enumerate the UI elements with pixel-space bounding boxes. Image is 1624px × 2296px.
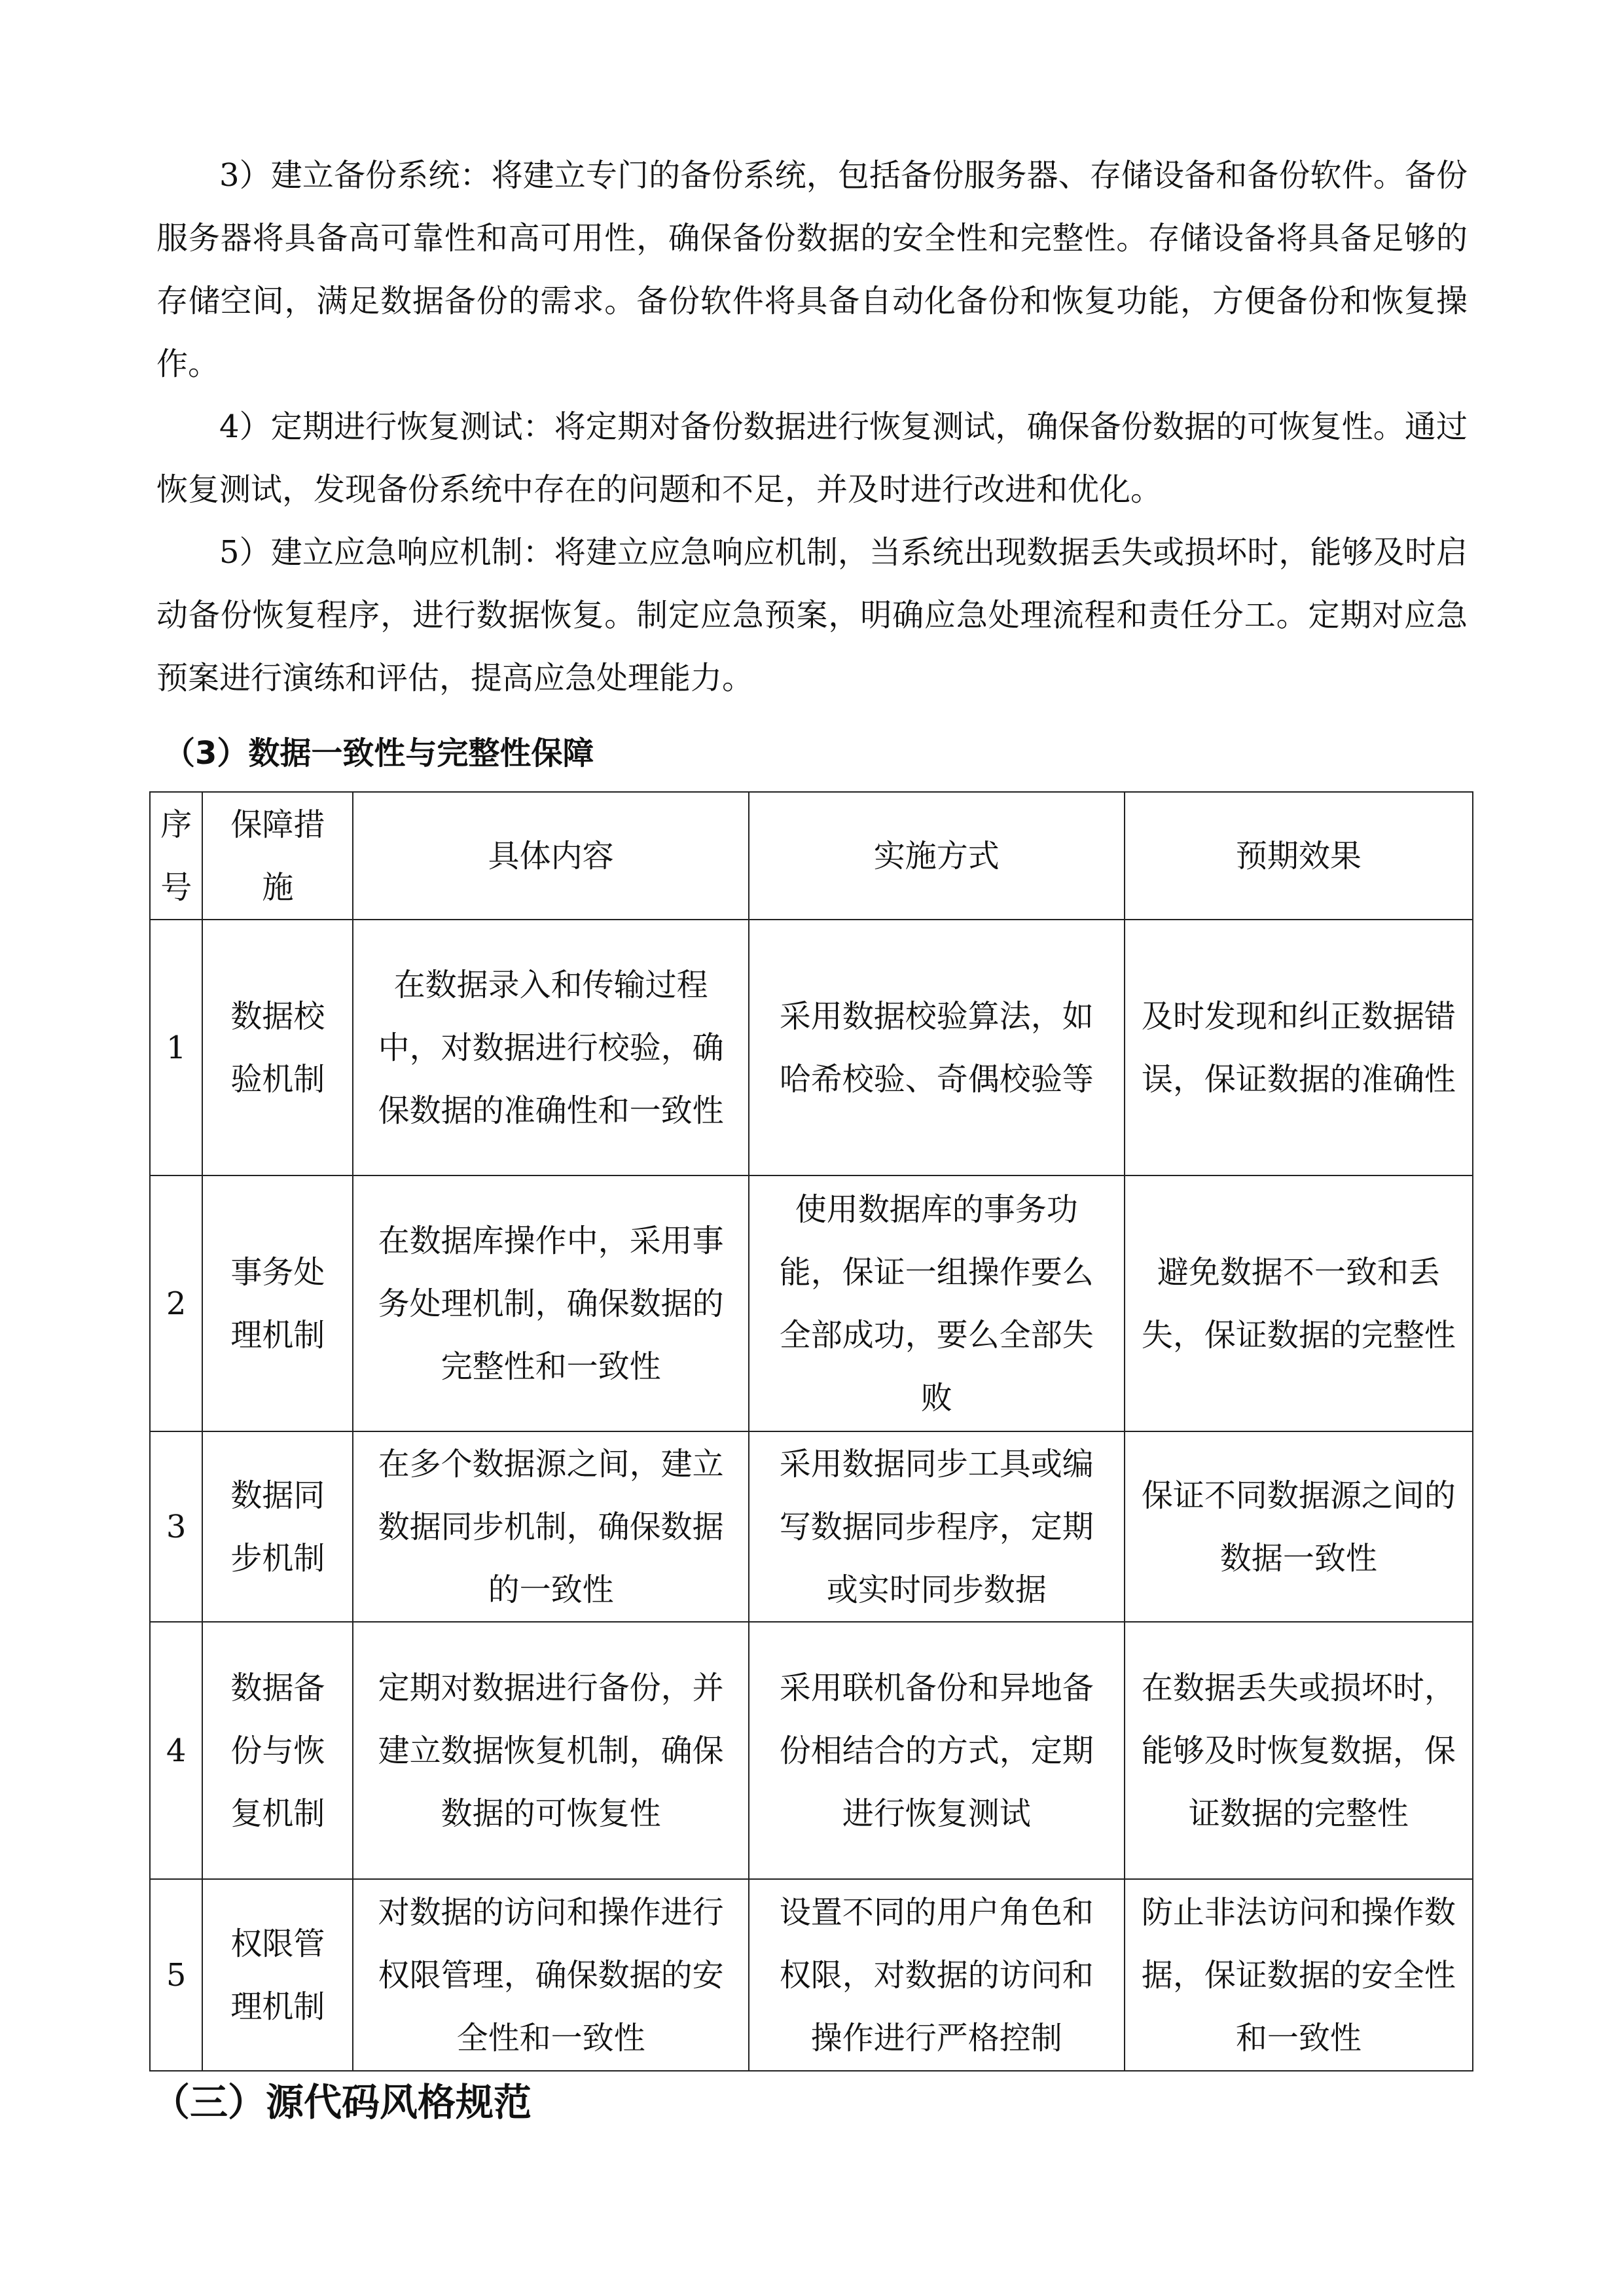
header-measure: 保障措施 (202, 792, 353, 920)
cell-index: 4 (150, 1622, 202, 1879)
cell-effect: 避免数据不一致和丢失，保证数据的完整性 (1125, 1175, 1473, 1431)
table-row (150, 1431, 1473, 1622)
cell-index: 2 (150, 1175, 202, 1431)
cell-content: 定期对数据进行备份，并建立数据恢复机制，确保数据的可恢复性 (353, 1622, 748, 1879)
cell-method: 采用数据校验算法，如哈希校验、奇偶校验等 (749, 920, 1125, 1175)
cell-measure: 数据备份与恢复机制 (202, 1622, 353, 1879)
cell-measure: 权限管理机制 (202, 1879, 353, 2071)
paragraph-emergency-response: 5）建立应急响应机制：将建立应急响应机制，当系统出现数据丢失或损坏时，能够及时启动备份恢复程序，进行数据恢复。制定应急预案，明确应急处理流程和责任分工。定期对应急预案进行演练和评估，提高应急处理能力。 (156, 534, 1468, 696)
cell-content: 在数据录入和传输过程中，对数据进行校验，确保数据的准确性和一致性 (353, 920, 748, 1175)
consistency-table (149, 791, 1473, 2072)
table-row (150, 1622, 1473, 1879)
header-content: 具体内容 (353, 792, 748, 920)
cell-measure: 事务处理机制 (202, 1175, 353, 1431)
table-row (150, 920, 1473, 1175)
cell-effect: 及时发现和纠正数据错误，保证数据的准确性 (1125, 920, 1473, 1175)
cell-method: 采用联机备份和异地备份相结合的方式，定期进行恢复测试 (749, 1622, 1125, 1879)
cell-index: 5 (150, 1879, 202, 2071)
section-heading: （3）数据一致性与完整性保障 (164, 735, 594, 772)
header-effect: 预期效果 (1125, 792, 1473, 920)
cell-effect: 在数据丢失或损坏时，能够及时恢复数据，保证数据的完整性 (1125, 1622, 1473, 1879)
cell-effect: 保证不同数据源之间的数据一致性 (1125, 1431, 1473, 1622)
cell-measure: 数据同步机制 (202, 1431, 353, 1622)
cell-method: 设置不同的用户角色和权限，对数据的访问和操作进行严格控制 (749, 1879, 1125, 2071)
cell-content: 在多个数据源之间，建立数据同步机制，确保数据的一致性 (353, 1431, 748, 1622)
paragraph-recovery-test: 4）定期进行恢复测试：将定期对备份数据进行恢复测试，确保备份数据的可恢复性。通过恢复测试，发现备份系统中存在的问题和不足，并及时进行改进和优化。 (156, 408, 1468, 508)
cell-index: 1 (150, 920, 202, 1175)
table-row (150, 1879, 1473, 2071)
cell-measure: 数据校验机制 (202, 920, 353, 1175)
cell-method: 采用数据同步工具或编写数据同步程序，定期或实时同步数据 (749, 1431, 1125, 1622)
cell-index: 3 (150, 1431, 202, 1622)
table-header-row (150, 792, 1473, 920)
paragraph-backup-system: 3）建立备份系统：将建立专门的备份系统，包括备份服务器、存储设备和备份软件。备份服务器将具备高可靠性和高可用性，确保备份数据的安全性和完整性。存储设备将具备足够的存储空间，满足数据备份的需求。备份软件将具备自动化备份和恢复功能，方便备份和恢复操作。 (156, 157, 1468, 382)
header-method: 实施方式 (749, 792, 1125, 920)
header-index: 序号 (150, 792, 202, 920)
cell-content: 对数据的访问和操作进行权限管理，确保数据的安全性和一致性 (353, 1879, 748, 2071)
cell-content: 在数据库操作中，采用事务处理机制，确保数据的完整性和一致性 (353, 1175, 748, 1431)
cell-method: 使用数据库的事务功能，保证一组操作要么全部成功，要么全部失败 (749, 1175, 1125, 1431)
cell-effect: 防止非法访问和操作数据，保证数据的安全性和一致性 (1125, 1879, 1473, 2071)
chapter-heading: （三）源代码风格规范 (152, 2080, 532, 2125)
table-row (150, 1175, 1473, 1431)
